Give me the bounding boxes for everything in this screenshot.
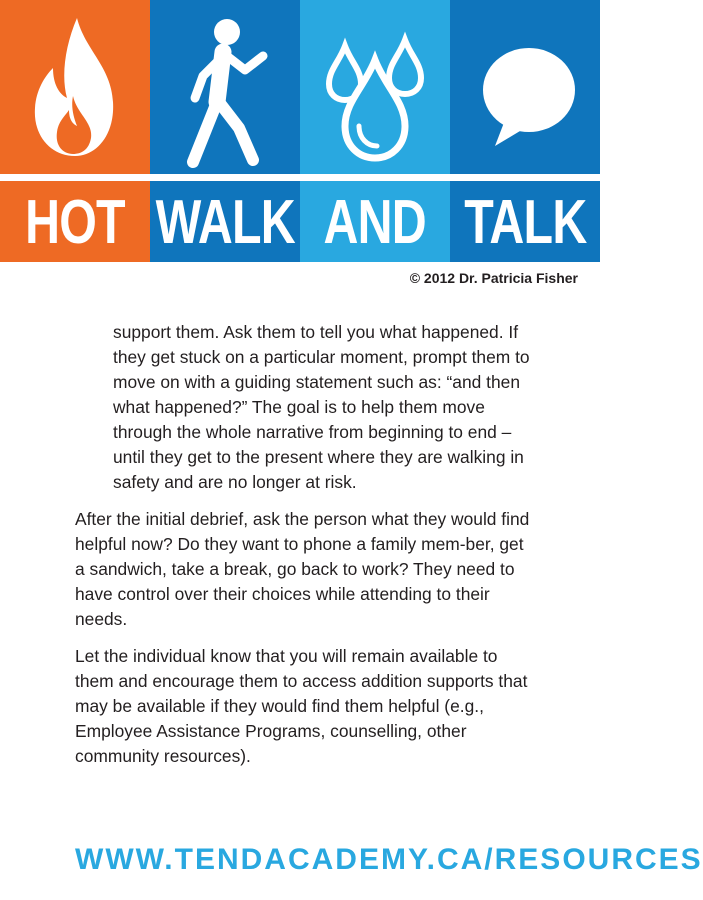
body-text [75, 320, 530, 781]
copyright-notice: © 2012 Dr. Patricia Fisher [409, 270, 578, 286]
footer-url-link[interactable]: WWW.TENDACADEMY.CA/RESOURCES [75, 843, 703, 876]
speech-bubble-icon [465, 10, 585, 170]
paragraph-continued: support them. Ask them to tell you what happened. If they get stuck on a particular moment, prompt them to move on with a guiding statement such as: “and then what happened?” The goal is to help them move through the whole narrative from beginning to end – until they get to the present where they are walking in safety and are no longer at risk. [113, 322, 530, 492]
paragraph-debrief: After the initial debrief, ask the person what they would find helpful now? Do they want to phone a family mem-ber, get a sandwich, take a break, go back to work? They need to have control over their choices while attending to their needs. [75, 509, 530, 629]
header-divider [0, 174, 600, 181]
word-hot: HOT [0, 182, 150, 262]
header-banner [0, 0, 600, 262]
flame-icon [15, 10, 135, 170]
word-talk: TALK [450, 182, 600, 262]
walking-person-icon [165, 10, 285, 170]
water-drops-icon [315, 10, 435, 170]
word-and: AND [300, 182, 450, 262]
word-walk: WALK [150, 182, 300, 262]
paragraph-supports: Let the individual know that you will remain available to them and encourage them to access addition supports that may be available if they would find them helpful (e.g., Employee Assistance Programs, counselling, other community resources). [75, 646, 528, 766]
